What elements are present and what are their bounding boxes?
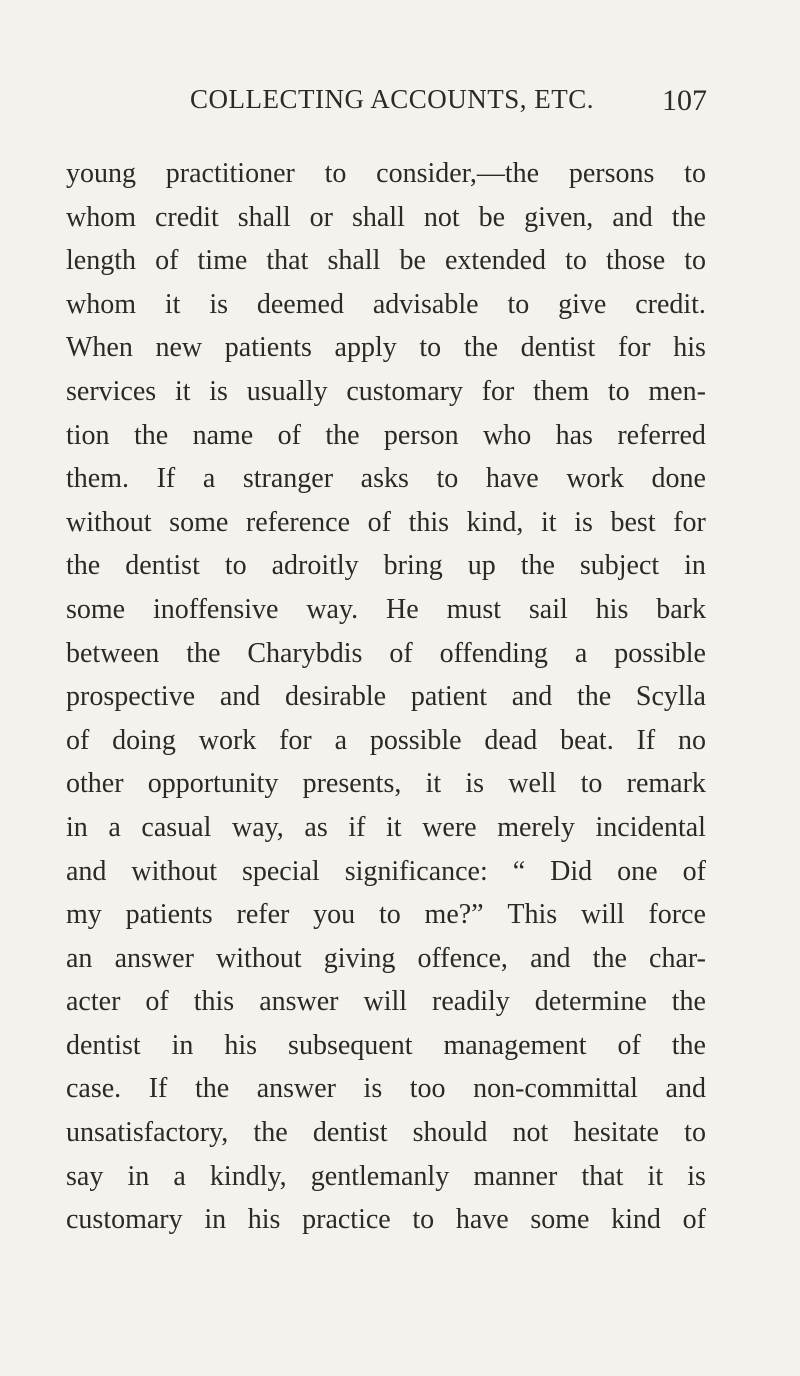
- word: opportunity: [147, 768, 279, 800]
- word: is: [465, 768, 485, 800]
- word: persons: [568, 158, 655, 189]
- text-line: [66, 196, 706, 240]
- text-line: [66, 980, 706, 1024]
- word: done: [651, 463, 706, 495]
- text-line: [66, 588, 706, 632]
- word: is: [687, 1160, 706, 1192]
- text-line: [66, 501, 706, 545]
- word: unsatisfactory,: [66, 1117, 229, 1149]
- word: the: [194, 1073, 230, 1105]
- word: must: [446, 593, 502, 625]
- word: shall: [351, 201, 405, 233]
- word: the: [186, 637, 221, 669]
- word: a: [334, 724, 347, 756]
- text-line: [66, 675, 706, 719]
- word: tion: [66, 419, 110, 451]
- word: advisable: [372, 288, 479, 320]
- word: force: [648, 899, 706, 931]
- word: for: [481, 375, 515, 407]
- word: not: [423, 201, 460, 233]
- word: case.: [66, 1073, 122, 1105]
- word: as: [304, 811, 328, 843]
- text-line: [66, 1067, 706, 1111]
- word: Did: [550, 855, 593, 887]
- word: kind: [611, 1204, 661, 1236]
- word: Charybdis: [247, 637, 363, 669]
- word: giving: [323, 942, 396, 974]
- word: person: [383, 419, 459, 451]
- word: dentist: [125, 550, 200, 582]
- word: best: [610, 506, 656, 538]
- word: refer: [236, 899, 290, 931]
- word: without: [66, 506, 152, 538]
- word: for: [279, 724, 312, 756]
- word: of: [367, 506, 391, 538]
- word: dentist: [520, 332, 596, 364]
- word: for: [617, 332, 651, 364]
- word: young: [66, 158, 136, 189]
- word: of: [66, 724, 90, 756]
- page-number: 107: [662, 84, 707, 117]
- word: is: [574, 506, 593, 538]
- word: his: [673, 332, 706, 364]
- word: customary: [66, 1204, 183, 1236]
- text-line: [66, 326, 706, 370]
- word: it: [386, 811, 402, 843]
- word: if: [348, 811, 366, 843]
- word: his: [595, 593, 629, 625]
- word: those: [606, 245, 666, 277]
- text-line: [66, 544, 706, 588]
- word: between: [66, 637, 160, 669]
- text-line: [66, 806, 706, 850]
- word: to: [507, 288, 530, 320]
- word: given,: [524, 201, 594, 233]
- word: it: [164, 288, 181, 320]
- word: reference: [245, 506, 351, 538]
- text-line: [66, 414, 706, 458]
- word: an: [66, 942, 93, 974]
- word: in: [171, 1029, 194, 1061]
- word: acter: [66, 986, 121, 1018]
- word: kindly,: [209, 1160, 287, 1192]
- text-line: [66, 457, 706, 501]
- text-line: [66, 370, 706, 414]
- word: to: [565, 245, 587, 277]
- word: special: [241, 855, 320, 887]
- word: a: [108, 811, 121, 843]
- word: and: [530, 942, 571, 974]
- word: in: [66, 811, 88, 843]
- word: casual: [141, 811, 212, 843]
- word: Scylla: [635, 681, 706, 713]
- word: credit: [155, 201, 219, 233]
- word: to: [684, 1117, 706, 1149]
- word: adroitly: [271, 550, 359, 582]
- word: whom: [66, 288, 136, 320]
- word: answer: [259, 986, 339, 1018]
- word: should: [412, 1117, 488, 1149]
- word: not: [512, 1117, 549, 1149]
- word: and: [219, 681, 261, 713]
- word: the: [66, 550, 101, 582]
- word: of: [389, 637, 413, 669]
- text-line: [66, 632, 706, 676]
- word: possible: [369, 724, 462, 756]
- word: them: [533, 375, 590, 407]
- word: significance:: [344, 855, 488, 887]
- word: practice: [302, 1204, 391, 1236]
- word: “: [512, 855, 526, 887]
- word: He: [386, 593, 419, 625]
- word: a: [202, 463, 216, 495]
- word: char-: [649, 942, 706, 974]
- word: of: [617, 1029, 641, 1061]
- word: will: [363, 986, 408, 1018]
- word: referred: [617, 419, 706, 451]
- text-line: [66, 283, 706, 327]
- word: If: [156, 463, 176, 495]
- word: asks: [360, 463, 409, 495]
- word: to: [412, 1204, 435, 1236]
- word: the: [592, 942, 627, 974]
- word: give: [558, 288, 607, 320]
- word: it: [174, 375, 191, 407]
- word: the: [671, 1029, 706, 1061]
- word: credit.: [635, 288, 706, 320]
- text-line: [66, 937, 706, 981]
- word: answer: [256, 1073, 336, 1105]
- word: well: [508, 768, 557, 800]
- word: too: [409, 1073, 446, 1105]
- word: customary: [346, 375, 463, 407]
- text-line: [66, 152, 706, 196]
- word: desirable: [285, 681, 387, 713]
- word: and: [66, 855, 107, 887]
- word: who: [482, 419, 532, 451]
- word: hesitate: [573, 1117, 659, 1149]
- text-line: [66, 719, 706, 763]
- word: to: [378, 899, 401, 931]
- word: patient: [410, 681, 488, 713]
- word: to: [684, 158, 706, 189]
- word: shall: [237, 201, 291, 233]
- word: presents,: [302, 768, 402, 800]
- word: new: [155, 332, 203, 364]
- word: were: [422, 811, 477, 843]
- word: that: [266, 245, 309, 277]
- word: stranger: [242, 463, 334, 495]
- word: prospective: [66, 681, 196, 713]
- word: If: [636, 724, 656, 756]
- word: offence,: [417, 942, 508, 974]
- word: has: [555, 419, 593, 451]
- word: and: [511, 681, 553, 713]
- word: one: [617, 855, 658, 887]
- word: his: [224, 1029, 258, 1061]
- word: sail: [528, 593, 568, 625]
- word: this: [193, 986, 235, 1018]
- word: work: [566, 463, 624, 495]
- word: merely: [497, 811, 575, 843]
- word: is: [209, 375, 228, 407]
- word: possible: [614, 637, 706, 669]
- word: you: [313, 899, 356, 931]
- word: to: [684, 245, 706, 277]
- word: dentist: [312, 1117, 388, 1149]
- word: in: [204, 1204, 227, 1236]
- running-head: COLLECTING ACCOUNTS, ETC.: [190, 84, 594, 114]
- word: incidental: [595, 811, 706, 843]
- word: his: [247, 1204, 281, 1236]
- word: answer: [114, 942, 194, 974]
- word: subject: [579, 550, 660, 582]
- word: dentist: [66, 1029, 141, 1061]
- word: without: [216, 942, 302, 974]
- word: way,: [231, 811, 284, 843]
- word: the: [576, 681, 612, 713]
- word: will: [581, 899, 625, 931]
- word: me?”: [424, 899, 484, 931]
- word: the: [520, 550, 555, 582]
- word: doing: [112, 724, 176, 756]
- word: When: [66, 332, 133, 364]
- word: manner: [473, 1160, 558, 1192]
- word: or: [309, 201, 333, 233]
- text-line: [66, 1198, 706, 1242]
- word: time: [197, 245, 248, 277]
- word: to: [580, 768, 603, 800]
- word: the: [325, 419, 360, 451]
- word: it: [541, 506, 557, 538]
- word: If: [148, 1073, 168, 1105]
- word: that: [581, 1160, 624, 1192]
- word: of: [277, 419, 301, 451]
- word: management: [443, 1029, 587, 1061]
- word: and: [665, 1073, 706, 1105]
- word: whom: [66, 201, 136, 233]
- word: remark: [626, 768, 706, 800]
- word: some: [530, 1204, 590, 1236]
- word: apply: [334, 332, 397, 364]
- word: gentlemanly: [310, 1160, 450, 1192]
- word: the: [463, 332, 499, 364]
- word: in: [127, 1160, 150, 1192]
- body-text: [66, 152, 706, 1242]
- word: This: [507, 899, 558, 931]
- word: it: [647, 1160, 664, 1192]
- word: consider,—the: [376, 158, 540, 189]
- word: kind,: [466, 506, 524, 538]
- word: say: [66, 1160, 104, 1192]
- word: men-: [648, 375, 706, 407]
- word: the: [253, 1117, 288, 1149]
- text-line: [66, 1155, 706, 1199]
- word: in: [684, 550, 706, 582]
- word: non-committal: [473, 1073, 638, 1105]
- word: to: [419, 332, 442, 364]
- word: be: [478, 201, 506, 233]
- word: no: [678, 724, 706, 756]
- word: way.: [306, 593, 359, 625]
- word: the: [133, 419, 169, 451]
- word: up: [467, 550, 496, 582]
- word: some: [66, 593, 126, 625]
- text-line: [66, 1111, 706, 1155]
- word: other: [66, 768, 124, 800]
- text-line: [66, 239, 706, 283]
- word: be: [399, 245, 426, 277]
- word: have: [485, 463, 539, 495]
- word: to: [436, 463, 459, 495]
- text-line: [66, 893, 706, 937]
- word: it: [425, 768, 442, 800]
- word: have: [455, 1204, 509, 1236]
- text-line: [66, 762, 706, 806]
- text-line: [66, 1024, 706, 1068]
- word: bark: [656, 593, 706, 625]
- word: subsequent: [288, 1029, 413, 1061]
- word: is: [209, 288, 228, 320]
- word: to: [324, 158, 347, 189]
- word: length: [66, 245, 136, 277]
- word: usually: [246, 375, 328, 407]
- word: some: [169, 506, 229, 538]
- word: deemed: [256, 288, 344, 320]
- word: of: [155, 245, 179, 277]
- word: the: [671, 986, 706, 1018]
- word: services: [66, 375, 157, 407]
- word: without: [131, 855, 217, 887]
- word: the: [671, 201, 706, 233]
- word: to: [607, 375, 630, 407]
- word: patients: [224, 332, 312, 364]
- word: readily: [432, 986, 510, 1018]
- text-line: [66, 850, 706, 894]
- word: a: [173, 1160, 186, 1192]
- word: extended: [444, 245, 547, 277]
- word: practitioner: [165, 158, 295, 189]
- word: of: [682, 1204, 706, 1236]
- word: offending: [439, 637, 548, 669]
- word: beat.: [560, 724, 614, 756]
- word: name: [192, 419, 254, 451]
- word: bring: [383, 550, 443, 582]
- word: this: [408, 506, 450, 538]
- word: of: [145, 986, 169, 1018]
- word: my: [66, 899, 102, 931]
- word: them.: [66, 463, 129, 495]
- word: inoffensive: [152, 593, 279, 625]
- word: to: [224, 550, 247, 582]
- word: is: [363, 1073, 383, 1105]
- word: patients: [125, 899, 213, 931]
- word: of: [682, 855, 706, 887]
- word: shall: [327, 245, 381, 277]
- word: determine: [534, 986, 647, 1018]
- word: work: [198, 724, 257, 756]
- word: for: [673, 506, 706, 538]
- word: and: [612, 201, 653, 233]
- word: dead: [484, 724, 538, 756]
- word: a: [574, 637, 588, 669]
